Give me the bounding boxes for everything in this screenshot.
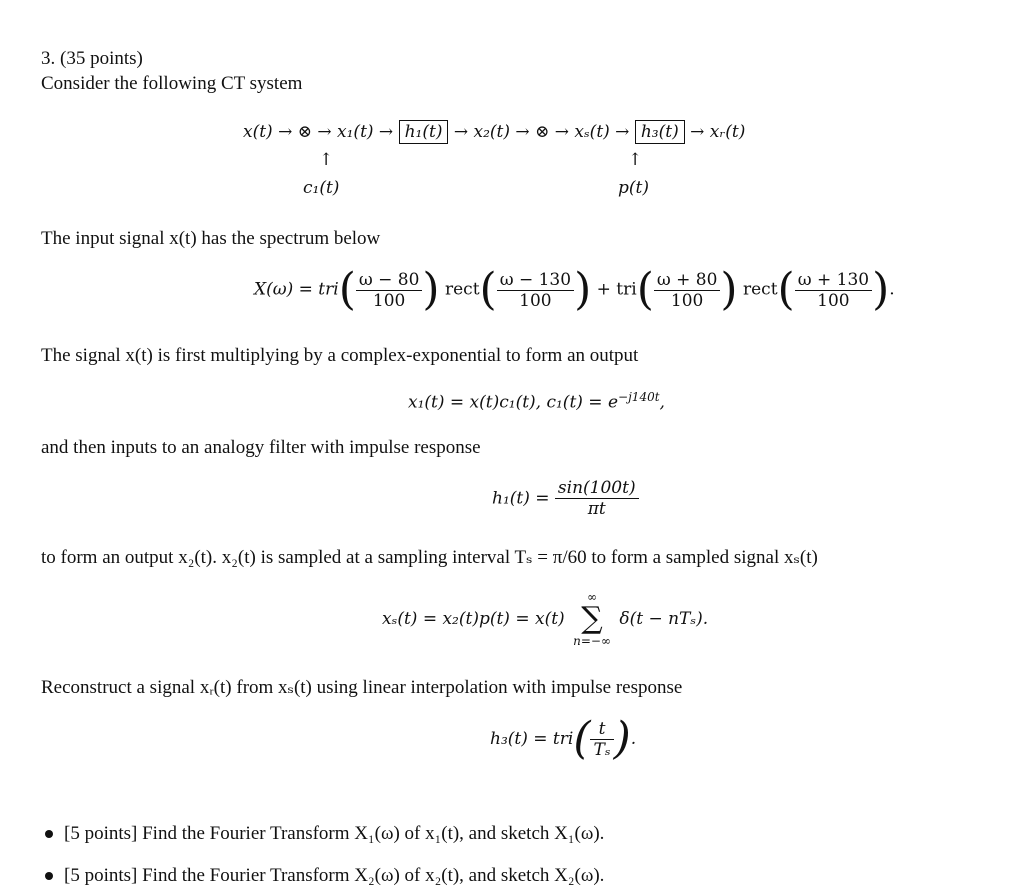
bullet-icon [45,872,53,880]
sum-sign: ∑ [581,601,603,636]
frac2-num: ω − 130 [497,270,574,291]
frac2-den: 100 [519,290,552,311]
h3-equation: h₃(t) = tri( $\frac{t}{\text{Tₛ}}$ ). [490,713,637,764]
xs-rhs: δ(t − nTₛ). [619,609,709,629]
x1-eq-end: , [659,392,665,413]
up-arrow-c1: ↑ [319,150,334,170]
xs-lhs: xₛ(t) = x₂(t)p(t) = x(t) [382,609,565,629]
c1-label: c₁(t) [303,178,340,198]
h3-end: . [630,729,637,749]
diagram-chain-mid: → x₂(t) → ⊗ → xₛ(t) → [453,122,630,142]
rect1-label: rect [444,279,480,300]
x1-equation [408,390,665,413]
sample-text: to form an output x₂(t). x₂(t) is sampled at a sampling interval Tₛ = π/60 to form a sampled signal xₛ(t) [41,547,818,568]
frac1-num: ω − 80 [356,270,423,291]
up-arrow-p: ↑ [628,150,643,170]
block-diagram [243,120,745,144]
frac4-num: ω + 130 [795,270,872,291]
spectrum-lhs: X(ω) = tri [254,279,339,300]
intro-text: Consider the following CT system [41,73,303,94]
h3-num: t [590,719,613,740]
diagram-chain-end: → xᵣ(t) [690,122,746,142]
spectrum-equation: X(ω) = tri( $\frac{\omega - 80}{100}$ ) rect( $\frac{\omega - 130}{100}$ ) + tri( $\frac{\omega + 80}{100}$ ) rect( $\frac{\omega + 130}{100}$ ). [254,264,895,315]
h3-den: Tₛ [593,739,611,760]
spectrum-end: . [889,279,895,300]
h1-lhs: h₁(t) = [492,488,550,509]
sum-top: ∞ [587,590,598,604]
frac1-den: 100 [372,290,406,311]
h1-den: πt [587,499,606,519]
problem-heading: 3. (35 points) [41,48,143,69]
h1-block: h₁(t) [399,120,449,144]
rect2-label: rect [743,279,778,300]
frac3-num: ω + 80 [654,270,721,291]
xs-equation [382,590,708,648]
diagram-chain-start: x(t) → ⊗ → x₁(t) → [243,122,394,142]
bullet-icon [45,830,53,838]
frac3-den: 100 [670,290,704,311]
reconstruct-text: Reconstruct a signal xᵣ(t) from xₛ(t) using linear interpolation with impulse response [41,677,683,698]
filter-text: and then inputs to an analogy filter with impulse response [41,437,481,458]
h1-num: sin(100t) [555,478,639,499]
h1-equation [492,478,639,519]
question-1: [5 points] Find the Fourier Transform X₁(ω) of x₁(t), and sketch X₁(ω). [64,823,605,844]
p-label: p(t) [618,178,649,198]
sum-bottom: n=−∞ [573,634,611,648]
plus-tri: + tri [596,279,637,300]
question-2: [5 points] Find the Fourier Transform X₂(ω) of x₂(t), and sketch X₂(ω). [64,865,605,886]
frac4-den: 100 [817,290,850,311]
x1-eq-exponent: −j140t [618,390,660,404]
x1-eq-main: x₁(t) = x(t)c₁(t), c₁(t) = e [408,392,619,413]
h3-lhs: h₃(t) = tri [490,729,574,749]
h3-block: h₃(t) [635,120,685,144]
multiply-text: The signal x(t) is first multiplying by a complex-exponential to form an output [41,345,639,366]
input-spectrum-text: The input signal x(t) has the spectrum below [41,228,381,249]
